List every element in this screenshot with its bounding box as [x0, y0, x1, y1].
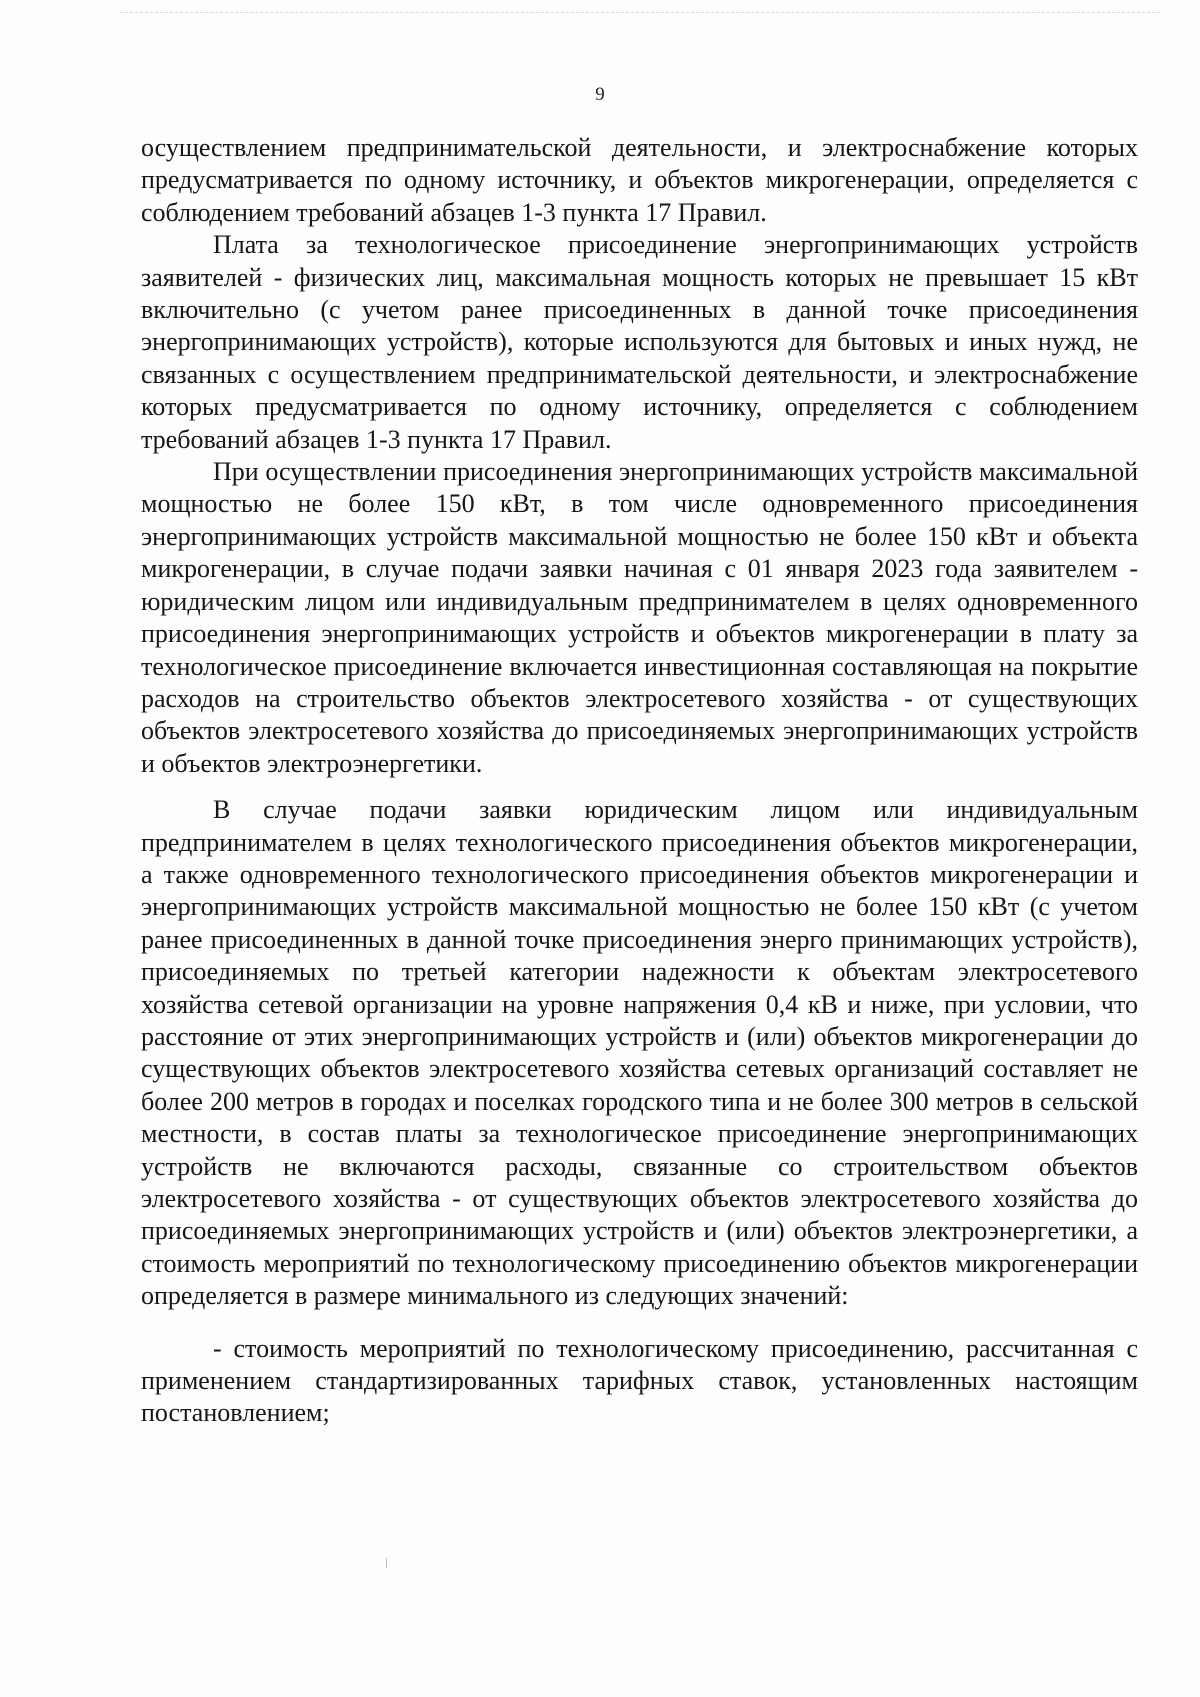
paragraph-investment-component: При осуществлении присоединения энергопринимающих устройств максимальной мощностью не более 150 кВт, в том числе одновременного присоединения энергопринимающих устройств максимальной мощностью не более 150 кВт и объекта микрогенерации, в случае подачи заявки начиная с 01 января 2023 года заявителем - юридическим лицом или индивидуальным предпринимателем в целях одновременного присоединения энергопринимающих устройств и объектов микрогенерации в плату за технологическое присоединение включается инвестиционная составляющая на покрытие расходов на строительство объектов электросетевого хозяйства - от существующих объектов электросетевого хозяйства до присоединяемых энергопринимающих устройств и объектов электроэнергетики.	[141, 457, 1138, 778]
scan-artifact	[386, 1558, 387, 1568]
page-number: 9	[595, 84, 605, 105]
document-body	[141, 132, 1138, 1430]
list-item-standardized-rates: - стоимость мероприятий по технологическому присоединению, рассчитанная с применением стандартизированных тарифных ставок, установленных настоящим постановлением;	[141, 1333, 1138, 1428]
paragraph-continuation: осуществлением предпринимательской деятельности, и электроснабжение которых предусматривается по одному источнику, и объектов микрогенерации, определяется с соблюдением требований абзацев 1-3 пункта 17 Правил.	[141, 133, 1138, 227]
scan-edge-line	[120, 12, 1160, 13]
paragraph-fee-individuals: Плата за технологическое присоединение энергопринимающих устройств заявителей - физических лиц, максимальная мощность которых не превышает 15 кВт включительно (с учетом ранее присоединенных в данной точке присоединения энергопринимающих устройств), которые используются для бытовых и иных нужд, не связанных с осуществлением предпринимательской деятельности, и электроснабжение которых предусматривается по одному источнику, определяется с соблюдением требований абзацев 1-3 пункта 17 Правил.	[141, 230, 1138, 454]
paragraph-microgeneration-cost: В случае подачи заявки юридическим лицом или индивидуальным предпринимателем в целях технологического присоединения объектов микрогенерации, а также одновременного технологического присоединения объектов микрогенерации и энергопринимающих устройств максимальной мощностью не более 150 кВт (с учетом ранее присоединенных в данной точке присоединения энерго принимающих устройств), присоединяемых по третьей категории надежности к объектам электросетевого хозяйства сетевой организации на уровне напряжения 0,4 кВ и ниже, при условии, что расстояние от этих энергопринимающих устройств и (или) объектов микрогенерации до существующих объектов электросетевого хозяйства сетевых организаций составляет не более 200 метров в городах и поселках городского типа и не более 300 метров в сельской местности, в состав платы за технологическое присоединение энергопринимающих устройств не включаются расходы, связанные со строительством объектов электросетевого хозяйства - от существующих объектов электросетевого хозяйства до присоединяемых энергопринимающих устройств и (или) объектов электроэнергетики, а стоимость мероприятий по технологическому присоединению объектов микрогенерации определяется в размере минимального из следующих значений:	[141, 795, 1138, 1311]
